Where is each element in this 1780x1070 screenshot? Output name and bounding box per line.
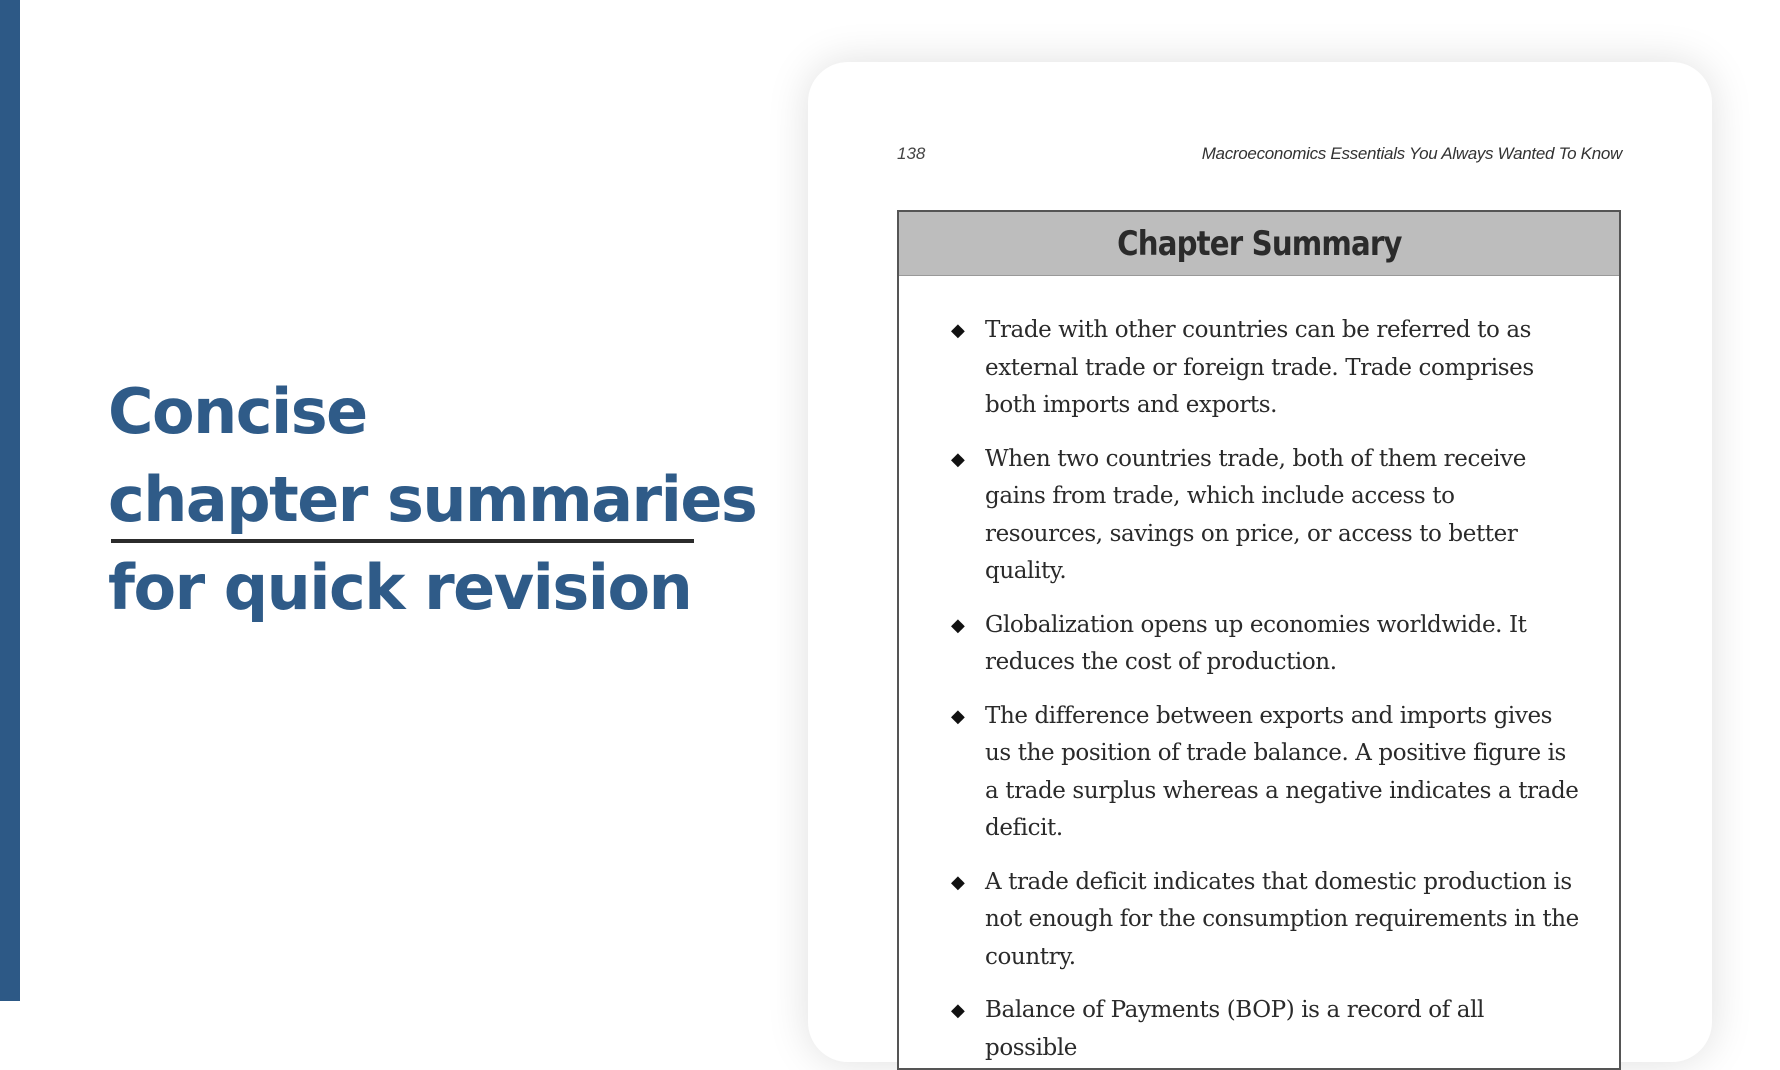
list-item-text: When two countries trade, both of them receive gains from trade, which include access to resources, savings on price, or access to better quality.: [985, 445, 1526, 584]
summary-header: [899, 212, 1619, 276]
list-item-text: A trade deficit indicates that domestic production is not enough for the consumption requirements in the country.: [985, 868, 1579, 970]
chapter-summary-box: [897, 210, 1621, 1070]
diamond-bullet-icon: ◆: [951, 448, 965, 470]
left-accent-bar: [0, 0, 20, 1001]
tablet-page-preview: [808, 62, 1712, 1062]
headline-underline: [111, 539, 694, 543]
diamond-bullet-icon: ◆: [951, 1000, 965, 1021]
summary-list: [899, 276, 1619, 1067]
list-item: [951, 312, 1579, 425]
headline-line-1: Concise: [108, 375, 367, 448]
diamond-bullet-icon: ◆: [951, 320, 965, 341]
page-number: 138: [897, 144, 926, 163]
summary-title: Chapter Summary: [1116, 223, 1402, 264]
list-item-text: Globalization opens up economies worldwide. It reduces the cost of production.: [985, 611, 1527, 675]
list-item: [951, 698, 1579, 848]
diamond-bullet-icon: ◆: [951, 871, 965, 893]
list-item: [951, 992, 1579, 1067]
list-item-text: Balance of Payments (BOP) is a record of all possible: [985, 997, 1484, 1061]
list-item-text: Trade with other countries can be referred to as external trade or foreign trade. Trade comprises both imports and exports.: [985, 317, 1534, 418]
list-item-text: The difference between exports and imports gives us the position of trade balance. A positive figure is a trade surplus whereas a negative indicates a trade deficit.: [985, 702, 1579, 841]
list-item: [951, 441, 1579, 591]
running-title: Macroeconomics Essentials You Always Wanted To Know: [1201, 144, 1622, 163]
list-item: [951, 607, 1579, 682]
diamond-bullet-icon: ◆: [951, 614, 965, 636]
headline-line-3: for quick revision: [108, 551, 692, 624]
headline-line-2: chapter summaries: [108, 463, 757, 536]
list-item: [951, 864, 1579, 977]
diamond-bullet-icon: ◆: [951, 705, 965, 727]
headline: [108, 368, 756, 632]
